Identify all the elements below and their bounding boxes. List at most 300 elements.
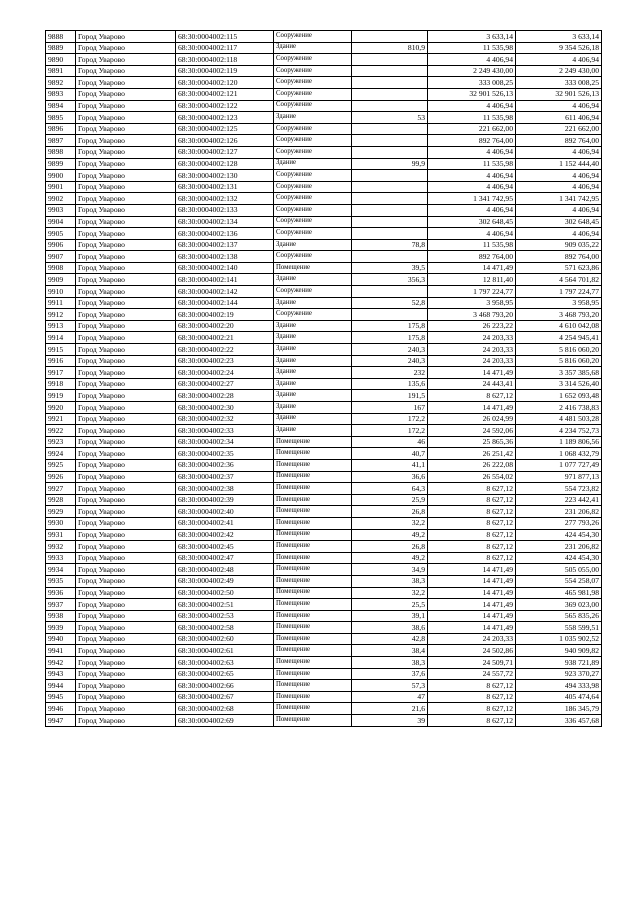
cadastral-number-cell: 68:30:0004002:144 xyxy=(176,297,274,309)
cadastral-number-cell: 68:30:0004002:30 xyxy=(176,402,274,414)
cadastral-number-cell: 68:30:0004002:50 xyxy=(176,587,274,599)
row-number-cell: 9932 xyxy=(46,541,76,553)
row-number-cell: 9908 xyxy=(46,262,76,274)
settlement-cell: Город Уварово xyxy=(76,367,176,379)
row-number-cell: 9928 xyxy=(46,494,76,506)
row-number-cell: 9915 xyxy=(46,344,76,356)
specific-value-cell: 4 406,94 xyxy=(428,181,516,193)
area-cell: 810,9 xyxy=(352,42,428,54)
area-cell: 172,2 xyxy=(352,413,428,425)
cadastral-number-cell: 68:30:0004002:34 xyxy=(176,436,274,448)
settlement-cell: Город Уварово xyxy=(76,204,176,216)
table-row xyxy=(46,459,602,471)
cadastral-value-cell: 4 406,94 xyxy=(516,228,602,240)
cadastral-number-cell: 68:30:0004002:51 xyxy=(176,599,274,611)
cadastral-number-cell: 68:30:0004002:35 xyxy=(176,448,274,460)
specific-value-cell: 24 592,06 xyxy=(428,425,516,437)
settlement-cell: Город Уварово xyxy=(76,436,176,448)
area-cell: 25,5 xyxy=(352,599,428,611)
area-cell xyxy=(352,31,428,43)
object-type-cell: Помещение xyxy=(274,436,352,448)
cadastral-value-cell: 571 623,86 xyxy=(516,262,602,274)
settlement-cell: Город Уварово xyxy=(76,77,176,89)
table-row xyxy=(46,193,602,205)
table-row xyxy=(46,228,602,240)
cadastral-value-cell: 1 652 093,48 xyxy=(516,390,602,402)
specific-value-cell: 302 648,45 xyxy=(428,216,516,228)
row-number-cell: 9931 xyxy=(46,529,76,541)
settlement-cell: Город Уварово xyxy=(76,622,176,634)
object-type-cell: Здание xyxy=(274,390,352,402)
row-number-cell: 9937 xyxy=(46,599,76,611)
cadastral-value-cell: 923 370,27 xyxy=(516,668,602,680)
area-cell: 172,2 xyxy=(352,425,428,437)
table-row xyxy=(46,517,602,529)
cadastral-number-cell: 68:30:0004002:123 xyxy=(176,112,274,124)
area-cell xyxy=(352,146,428,158)
row-number-cell: 9901 xyxy=(46,181,76,193)
cadastral-value-cell: 3 958,95 xyxy=(516,297,602,309)
settlement-cell: Город Уварово xyxy=(76,494,176,506)
object-type-cell: Здание xyxy=(274,112,352,124)
settlement-cell: Город Уварово xyxy=(76,332,176,344)
settlement-cell: Город Уварово xyxy=(76,483,176,495)
row-number-cell: 9933 xyxy=(46,552,76,564)
table-row xyxy=(46,587,602,599)
area-cell: 47 xyxy=(352,691,428,703)
cadastral-value-cell: 4 406,94 xyxy=(516,181,602,193)
cadastral-value-cell: 3 357 385,68 xyxy=(516,367,602,379)
row-number-cell: 9903 xyxy=(46,204,76,216)
area-cell: 99,9 xyxy=(352,158,428,170)
row-number-cell: 9916 xyxy=(46,355,76,367)
cadastral-value-cell: 4 406,94 xyxy=(516,146,602,158)
specific-value-cell: 11 535,98 xyxy=(428,158,516,170)
cadastral-number-cell: 68:30:0004002:119 xyxy=(176,65,274,77)
cadastral-number-cell: 68:30:0004002:53 xyxy=(176,610,274,622)
row-number-cell: 9913 xyxy=(46,320,76,332)
cadastral-number-cell: 68:30:0004002:136 xyxy=(176,228,274,240)
object-type-cell: Помещение xyxy=(274,459,352,471)
object-type-cell: Помещение xyxy=(274,506,352,518)
settlement-cell: Город Уварово xyxy=(76,88,176,100)
row-number-cell: 9914 xyxy=(46,332,76,344)
settlement-cell: Город Уварово xyxy=(76,517,176,529)
cadastral-number-cell: 68:30:0004002:33 xyxy=(176,425,274,437)
specific-value-cell: 8 627,12 xyxy=(428,703,516,715)
area-cell: 37,6 xyxy=(352,668,428,680)
cadastral-value-cell: 3 468 793,20 xyxy=(516,309,602,321)
row-number-cell: 9905 xyxy=(46,228,76,240)
specific-value-cell: 892 764,00 xyxy=(428,135,516,147)
area-cell: 34,9 xyxy=(352,564,428,576)
object-type-cell: Сооружение xyxy=(274,100,352,112)
table-row xyxy=(46,599,602,611)
table-row xyxy=(46,65,602,77)
cadastral-value-cell: 424 454,30 xyxy=(516,529,602,541)
object-type-cell: Здание xyxy=(274,402,352,414)
object-type-cell: Здание xyxy=(274,320,352,332)
object-type-cell: Помещение xyxy=(274,262,352,274)
cadastral-value-cell: 5 816 060,20 xyxy=(516,344,602,356)
row-number-cell: 9943 xyxy=(46,668,76,680)
settlement-cell: Город Уварово xyxy=(76,541,176,553)
object-type-cell: Помещение xyxy=(274,575,352,587)
settlement-cell: Город Уварово xyxy=(76,216,176,228)
area-cell: 240,3 xyxy=(352,355,428,367)
specific-value-cell: 8 627,12 xyxy=(428,506,516,518)
row-number-cell: 9942 xyxy=(46,657,76,669)
object-type-cell: Сооружение xyxy=(274,251,352,263)
settlement-cell: Город Уварово xyxy=(76,703,176,715)
object-type-cell: Помещение xyxy=(274,448,352,460)
table-row xyxy=(46,320,602,332)
settlement-cell: Город Уварово xyxy=(76,645,176,657)
cadastral-value-cell: 424 454,30 xyxy=(516,552,602,564)
table-row xyxy=(46,309,602,321)
area-cell xyxy=(352,251,428,263)
table-row xyxy=(46,367,602,379)
settlement-cell: Город Уварово xyxy=(76,529,176,541)
cadastral-number-cell: 68:30:0004002:68 xyxy=(176,703,274,715)
row-number-cell: 9924 xyxy=(46,448,76,460)
row-number-cell: 9927 xyxy=(46,483,76,495)
row-number-cell: 9896 xyxy=(46,123,76,135)
settlement-cell: Город Уварово xyxy=(76,680,176,692)
settlement-cell: Город Уварово xyxy=(76,262,176,274)
settlement-cell: Город Уварово xyxy=(76,506,176,518)
object-type-cell: Помещение xyxy=(274,599,352,611)
cadastral-number-cell: 68:30:0004002:140 xyxy=(176,262,274,274)
specific-value-cell: 14 471,49 xyxy=(428,402,516,414)
area-cell: 175,8 xyxy=(352,320,428,332)
cadastral-number-cell: 68:30:0004002:115 xyxy=(176,31,274,43)
table-row xyxy=(46,703,602,715)
specific-value-cell: 8 627,12 xyxy=(428,517,516,529)
specific-value-cell: 3 468 793,20 xyxy=(428,309,516,321)
cadastral-value-cell: 223 442,41 xyxy=(516,494,602,506)
table-row xyxy=(46,715,602,727)
specific-value-cell: 24 443,41 xyxy=(428,378,516,390)
settlement-cell: Город Уварово xyxy=(76,170,176,182)
row-number-cell: 9906 xyxy=(46,239,76,251)
area-cell: 38,6 xyxy=(352,622,428,634)
specific-value-cell: 24 203,33 xyxy=(428,332,516,344)
object-type-cell: Помещение xyxy=(274,564,352,576)
specific-value-cell: 26 554,02 xyxy=(428,471,516,483)
cadastral-number-cell: 68:30:0004002:126 xyxy=(176,135,274,147)
cadastral-value-cell: 186 345,79 xyxy=(516,703,602,715)
cadastral-value-cell: 465 981,98 xyxy=(516,587,602,599)
cadastral-number-cell: 68:30:0004002:20 xyxy=(176,320,274,332)
cadastral-number-cell: 68:30:0004002:131 xyxy=(176,181,274,193)
row-number-cell: 9936 xyxy=(46,587,76,599)
object-type-cell: Помещение xyxy=(274,541,352,553)
cadastral-number-cell: 68:30:0004002:21 xyxy=(176,332,274,344)
row-number-cell: 9929 xyxy=(46,506,76,518)
table-row xyxy=(46,564,602,576)
area-cell: 78,8 xyxy=(352,239,428,251)
area-cell: 38,4 xyxy=(352,645,428,657)
area-cell: 32,2 xyxy=(352,587,428,599)
table-row xyxy=(46,42,602,54)
row-number-cell: 9891 xyxy=(46,65,76,77)
row-number-cell: 9930 xyxy=(46,517,76,529)
settlement-cell: Город Уварово xyxy=(76,355,176,367)
area-cell: 25,9 xyxy=(352,494,428,506)
object-type-cell: Сооружение xyxy=(274,88,352,100)
area-cell: 49,2 xyxy=(352,529,428,541)
object-type-cell: Здание xyxy=(274,42,352,54)
table-row xyxy=(46,541,602,553)
area-cell: 232 xyxy=(352,367,428,379)
table-row xyxy=(46,88,602,100)
table-row xyxy=(46,645,602,657)
area-cell: 36,6 xyxy=(352,471,428,483)
area-cell: 49,2 xyxy=(352,552,428,564)
table-row xyxy=(46,390,602,402)
cadastral-value-cell: 940 909,82 xyxy=(516,645,602,657)
cadastral-value-cell: 1 152 444,40 xyxy=(516,158,602,170)
settlement-cell: Город Уварово xyxy=(76,587,176,599)
specific-value-cell: 11 535,98 xyxy=(428,42,516,54)
cadastral-number-cell: 68:30:0004002:19 xyxy=(176,309,274,321)
object-type-cell: Здание xyxy=(274,355,352,367)
row-number-cell: 9892 xyxy=(46,77,76,89)
object-type-cell: Помещение xyxy=(274,703,352,715)
settlement-cell: Город Уварово xyxy=(76,297,176,309)
cadastral-value-cell: 892 764,00 xyxy=(516,135,602,147)
row-number-cell: 9945 xyxy=(46,691,76,703)
cadastral-value-table xyxy=(45,30,602,727)
object-type-cell: Сооружение xyxy=(274,77,352,89)
cadastral-value-cell: 9 354 526,18 xyxy=(516,42,602,54)
settlement-cell: Город Уварово xyxy=(76,320,176,332)
settlement-cell: Город Уварово xyxy=(76,42,176,54)
settlement-cell: Город Уварово xyxy=(76,657,176,669)
table-row xyxy=(46,622,602,634)
settlement-cell: Город Уварово xyxy=(76,158,176,170)
cadastral-value-cell: 277 793,26 xyxy=(516,517,602,529)
row-number-cell: 9902 xyxy=(46,193,76,205)
row-number-cell: 9934 xyxy=(46,564,76,576)
specific-value-cell: 8 627,12 xyxy=(428,691,516,703)
object-type-cell: Помещение xyxy=(274,680,352,692)
cadastral-value-cell: 971 877,13 xyxy=(516,471,602,483)
object-type-cell: Сооружение xyxy=(274,31,352,43)
table-row xyxy=(46,633,602,645)
object-type-cell: Помещение xyxy=(274,587,352,599)
cadastral-number-cell: 68:30:0004002:69 xyxy=(176,715,274,727)
row-number-cell: 9895 xyxy=(46,112,76,124)
settlement-cell: Город Уварово xyxy=(76,378,176,390)
specific-value-cell: 32 901 526,13 xyxy=(428,88,516,100)
settlement-cell: Город Уварово xyxy=(76,564,176,576)
cadastral-value-cell: 554 258,07 xyxy=(516,575,602,587)
settlement-cell: Город Уварово xyxy=(76,146,176,158)
object-type-cell: Помещение xyxy=(274,633,352,645)
cadastral-value-cell: 2 416 738,83 xyxy=(516,402,602,414)
row-number-cell: 9920 xyxy=(46,402,76,414)
row-number-cell: 9947 xyxy=(46,715,76,727)
cadastral-value-cell: 221 662,00 xyxy=(516,123,602,135)
row-number-cell: 9888 xyxy=(46,31,76,43)
settlement-cell: Город Уварово xyxy=(76,575,176,587)
cadastral-number-cell: 68:30:0004002:117 xyxy=(176,42,274,54)
object-type-cell: Помещение xyxy=(274,610,352,622)
table-row xyxy=(46,378,602,390)
area-cell: 175,8 xyxy=(352,332,428,344)
specific-value-cell: 8 627,12 xyxy=(428,541,516,553)
row-number-cell: 9911 xyxy=(46,297,76,309)
cadastral-number-cell: 68:30:0004002:42 xyxy=(176,529,274,541)
object-type-cell: Сооружение xyxy=(274,65,352,77)
cadastral-value-cell: 1 077 727,49 xyxy=(516,459,602,471)
settlement-cell: Город Уварово xyxy=(76,668,176,680)
row-number-cell: 9926 xyxy=(46,471,76,483)
cadastral-number-cell: 68:30:0004002:32 xyxy=(176,413,274,425)
object-type-cell: Здание xyxy=(274,378,352,390)
cadastral-number-cell: 68:30:0004002:138 xyxy=(176,251,274,263)
object-type-cell: Сооружение xyxy=(274,135,352,147)
table-row xyxy=(46,54,602,66)
cadastral-value-cell: 302 648,45 xyxy=(516,216,602,228)
object-type-cell: Сооружение xyxy=(274,193,352,205)
area-cell: 191,5 xyxy=(352,390,428,402)
area-cell xyxy=(352,170,428,182)
cadastral-value-cell: 4 481 503,28 xyxy=(516,413,602,425)
settlement-cell: Город Уварово xyxy=(76,31,176,43)
area-cell: 167 xyxy=(352,402,428,414)
table-row xyxy=(46,31,602,43)
table-row xyxy=(46,691,602,703)
cadastral-number-cell: 68:30:0004002:130 xyxy=(176,170,274,182)
settlement-cell: Город Уварово xyxy=(76,228,176,240)
area-cell: 40,7 xyxy=(352,448,428,460)
area-cell: 356,3 xyxy=(352,274,428,286)
object-type-cell: Помещение xyxy=(274,529,352,541)
table-row xyxy=(46,239,602,251)
object-type-cell: Здание xyxy=(274,158,352,170)
cadastral-value-cell: 336 457,68 xyxy=(516,715,602,727)
specific-value-cell: 8 627,12 xyxy=(428,552,516,564)
area-cell xyxy=(352,100,428,112)
table-row xyxy=(46,413,602,425)
row-number-cell: 9893 xyxy=(46,88,76,100)
settlement-cell: Город Уварово xyxy=(76,65,176,77)
specific-value-cell: 8 627,12 xyxy=(428,680,516,692)
specific-value-cell: 8 627,12 xyxy=(428,494,516,506)
row-number-cell: 9940 xyxy=(46,633,76,645)
specific-value-cell: 25 865,36 xyxy=(428,436,516,448)
specific-value-cell: 24 203,33 xyxy=(428,355,516,367)
specific-value-cell: 3 958,95 xyxy=(428,297,516,309)
specific-value-cell: 24 203,33 xyxy=(428,633,516,645)
row-number-cell: 9889 xyxy=(46,42,76,54)
area-cell: 39,5 xyxy=(352,262,428,274)
area-cell: 39,1 xyxy=(352,610,428,622)
cadastral-number-cell: 68:30:0004002:133 xyxy=(176,204,274,216)
specific-value-cell: 8 627,12 xyxy=(428,483,516,495)
area-cell xyxy=(352,123,428,135)
cadastral-value-cell: 1 035 902,52 xyxy=(516,633,602,645)
cadastral-number-cell: 68:30:0004002:61 xyxy=(176,645,274,657)
row-number-cell: 9909 xyxy=(46,274,76,286)
settlement-cell: Город Уварово xyxy=(76,610,176,622)
specific-value-cell: 14 471,49 xyxy=(428,575,516,587)
area-cell: 64,3 xyxy=(352,483,428,495)
table-row xyxy=(46,494,602,506)
table-row xyxy=(46,204,602,216)
cadastral-number-cell: 68:30:0004002:142 xyxy=(176,286,274,298)
cadastral-value-cell: 611 406,94 xyxy=(516,112,602,124)
table-row xyxy=(46,657,602,669)
specific-value-cell: 8 627,12 xyxy=(428,715,516,727)
row-number-cell: 9918 xyxy=(46,378,76,390)
area-cell: 26,8 xyxy=(352,541,428,553)
cadastral-value-cell: 4 234 752,73 xyxy=(516,425,602,437)
table-row xyxy=(46,100,602,112)
cadastral-number-cell: 68:30:0004002:65 xyxy=(176,668,274,680)
object-type-cell: Сооружение xyxy=(274,228,352,240)
object-type-cell: Сооружение xyxy=(274,204,352,216)
specific-value-cell: 8 627,12 xyxy=(428,529,516,541)
settlement-cell: Город Уварово xyxy=(76,633,176,645)
cadastral-value-cell: 333 008,25 xyxy=(516,77,602,89)
row-number-cell: 9890 xyxy=(46,54,76,66)
object-type-cell: Помещение xyxy=(274,645,352,657)
settlement-cell: Город Уварово xyxy=(76,100,176,112)
cadastral-value-cell: 565 835,26 xyxy=(516,610,602,622)
cadastral-number-cell: 68:30:0004002:22 xyxy=(176,344,274,356)
object-type-cell: Помещение xyxy=(274,715,352,727)
specific-value-cell: 14 471,49 xyxy=(428,262,516,274)
cadastral-value-cell: 5 816 060,20 xyxy=(516,355,602,367)
specific-value-cell: 24 557,72 xyxy=(428,668,516,680)
table-row xyxy=(46,158,602,170)
table-row xyxy=(46,286,602,298)
cadastral-number-cell: 68:30:0004002:27 xyxy=(176,378,274,390)
cadastral-value-cell: 231 206,82 xyxy=(516,541,602,553)
table-row xyxy=(46,262,602,274)
row-number-cell: 9935 xyxy=(46,575,76,587)
settlement-cell: Город Уварово xyxy=(76,425,176,437)
table-row xyxy=(46,216,602,228)
area-cell xyxy=(352,228,428,240)
table-row xyxy=(46,77,602,89)
area-cell: 52,8 xyxy=(352,297,428,309)
cadastral-number-cell: 68:30:0004002:45 xyxy=(176,541,274,553)
cadastral-value-cell: 1 068 432,79 xyxy=(516,448,602,460)
area-cell xyxy=(352,286,428,298)
area-cell: 21,6 xyxy=(352,703,428,715)
object-type-cell: Здание xyxy=(274,297,352,309)
object-type-cell: Сооружение xyxy=(274,54,352,66)
cadastral-number-cell: 68:30:0004002:120 xyxy=(176,77,274,89)
row-number-cell: 9946 xyxy=(46,703,76,715)
cadastral-value-cell: 3 633,14 xyxy=(516,31,602,43)
area-cell xyxy=(352,65,428,77)
specific-value-cell: 3 633,14 xyxy=(428,31,516,43)
cadastral-value-cell: 4 406,94 xyxy=(516,54,602,66)
cadastral-number-cell: 68:30:0004002:60 xyxy=(176,633,274,645)
table-row xyxy=(46,135,602,147)
cadastral-value-cell: 4 610 042,08 xyxy=(516,320,602,332)
cadastral-number-cell: 68:30:0004002:122 xyxy=(176,100,274,112)
specific-value-cell: 333 008,25 xyxy=(428,77,516,89)
table-row xyxy=(46,483,602,495)
table-row xyxy=(46,112,602,124)
